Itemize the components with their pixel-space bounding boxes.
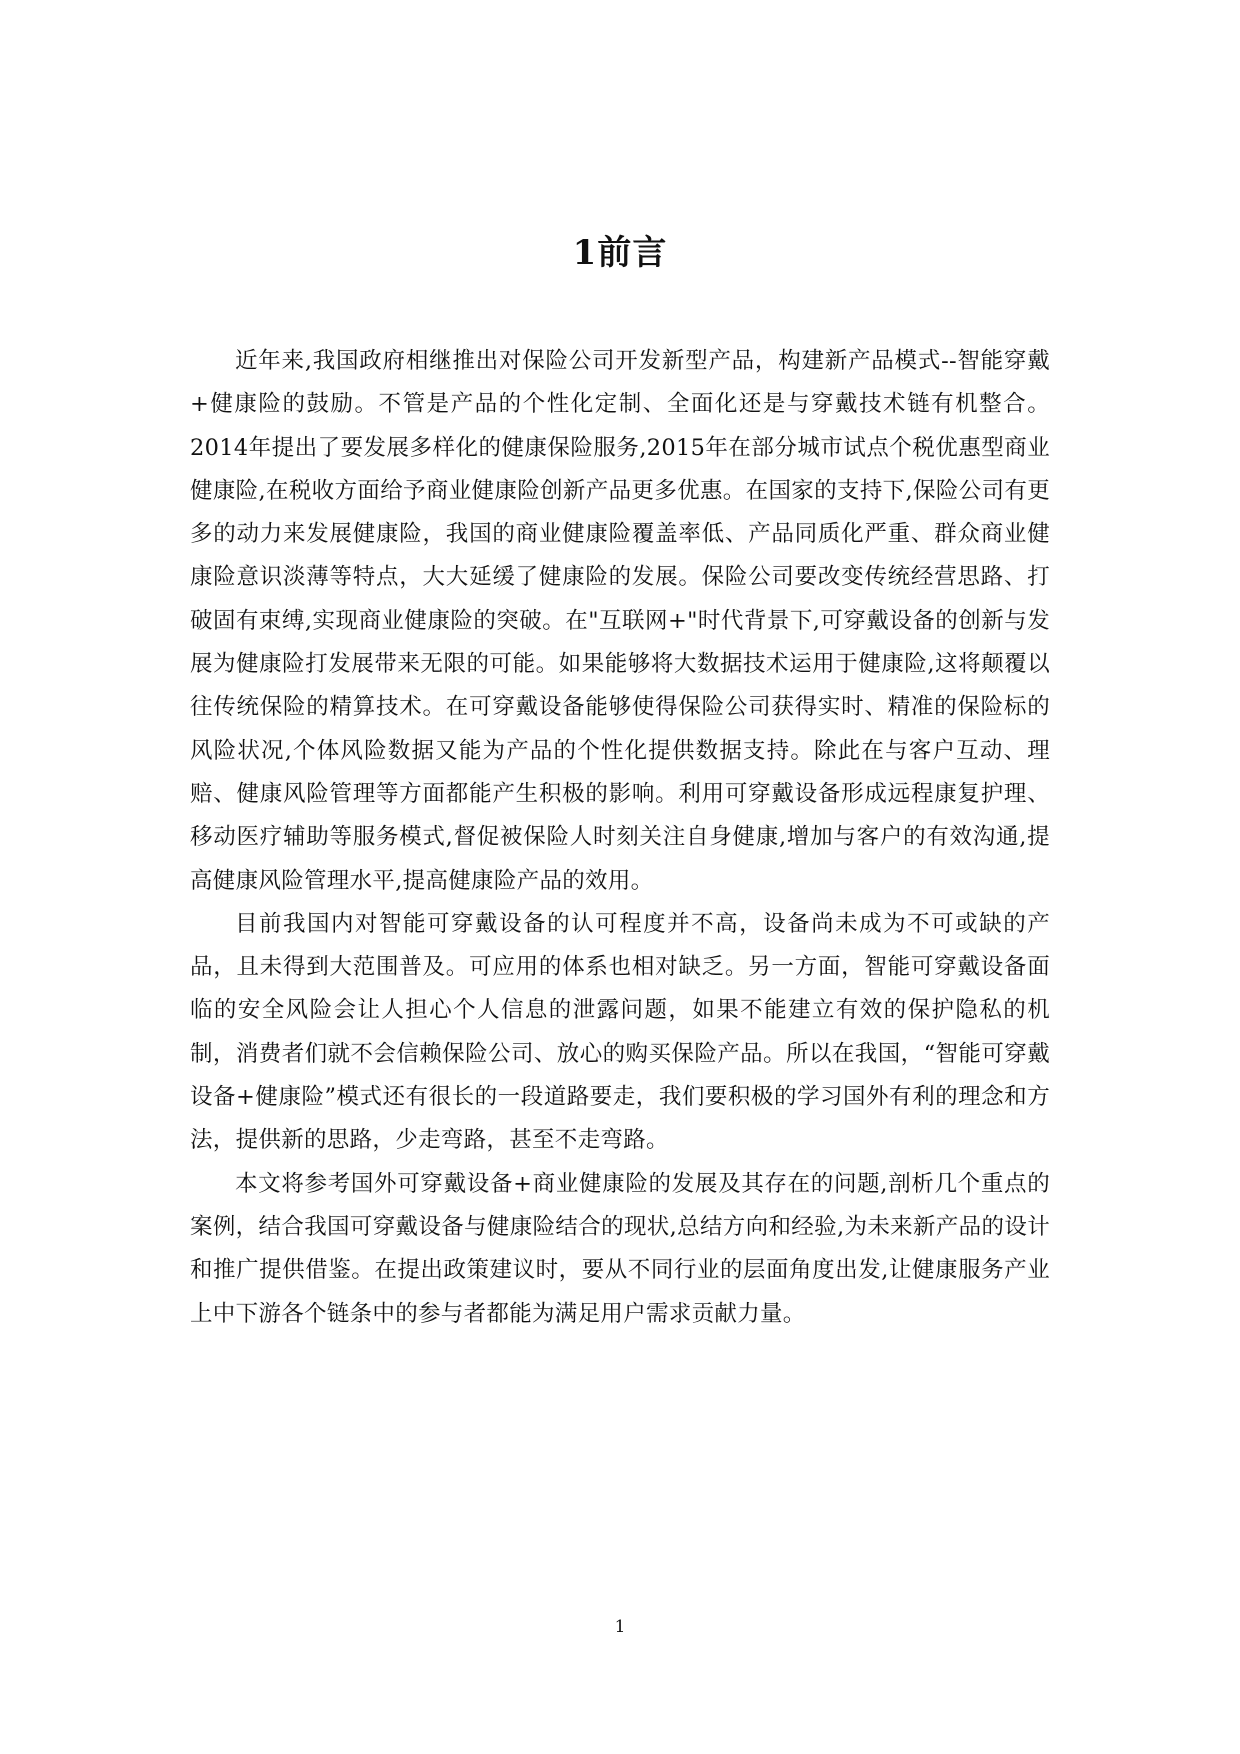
paragraph-3: 本文将参考国外可穿戴设备+商业健康险的发展及其存在的问题,剖析几个重点的案例，结合我国可穿戴设备与健康险结合的现状,总结方向和经验,为未来新产品的设计和推广提供借鉴。在提出政策建议时，要从不同行业的层面角度出发,让健康服务产业上中下游各个链条中的参与者都能为满足用户需求贡献力量。 <box>190 1170 1050 1327</box>
page-number: 1 <box>614 1617 626 1637</box>
section-title: 1前言 <box>572 232 668 273</box>
paragraph-2: 目前我国内对智能可穿戴设备的认可程度并不高，设备尚未成为不可或缺的产品，且未得到大范围普及。可应用的体系也相对缺乏。另一方面，智能可穿戴设备面临的安全风险会让人担心个人信息的泄露问题，如果不能建立有效的保护隐私的机制，消费者们就不会信赖保险公司、放心的购买保险产品。所以在我国，“智能可穿戴设备+健康险”模式还有很长的一段道路要走，我们要积极的学习国外有利的理念和方法，提供新的思路，少走弯路，甚至不走弯路。 <box>190 910 1050 1154</box>
section-body <box>190 340 1050 1336</box>
paragraph-1: 近年来,我国政府相继推出对保险公司开发新型产品，构建新产品模式--智能穿戴+健康险的鼓励。不管是产品的个性化定制、全面化还是与穿戴技术链有机整合。2014年提出了要发展多样化的健康保险服务,2015年在部分城市试点个税优惠型商业健康险,在税收方面给予商业健康险创新产品更多优惠。在国家的支持下,保险公司有更多的动力来发展健康险，我国的商业健康险覆盖率低、产品同质化严重、群众商业健康险意识淡薄等特点，大大延缓了健康险的发展。保险公司要改变传统经营思路、打破固有束缚,实现商业健康险的突破。在"互联网+"时代背景下,可穿戴设备的创新与发展为健康险打发展带来无限的可能。如果能够将大数据技术运用于健康险,这将颠覆以往传统保险的精算技术。在可穿戴设备能够使得保险公司获得实时、精准的保险标的风险状况,个体风险数据又能为产品的个性化提供数据支持。除此在与客户互动、理赔、健康风险管理等方面都能产生积极的影响。利用可穿戴设备形成远程康复护理、移动医疗辅助等服务模式,督促被保险人时刻关注自身健康,增加与客户的有效沟通,提高健康风险管理水平,提高健康险产品的效用。 <box>190 348 1050 894</box>
